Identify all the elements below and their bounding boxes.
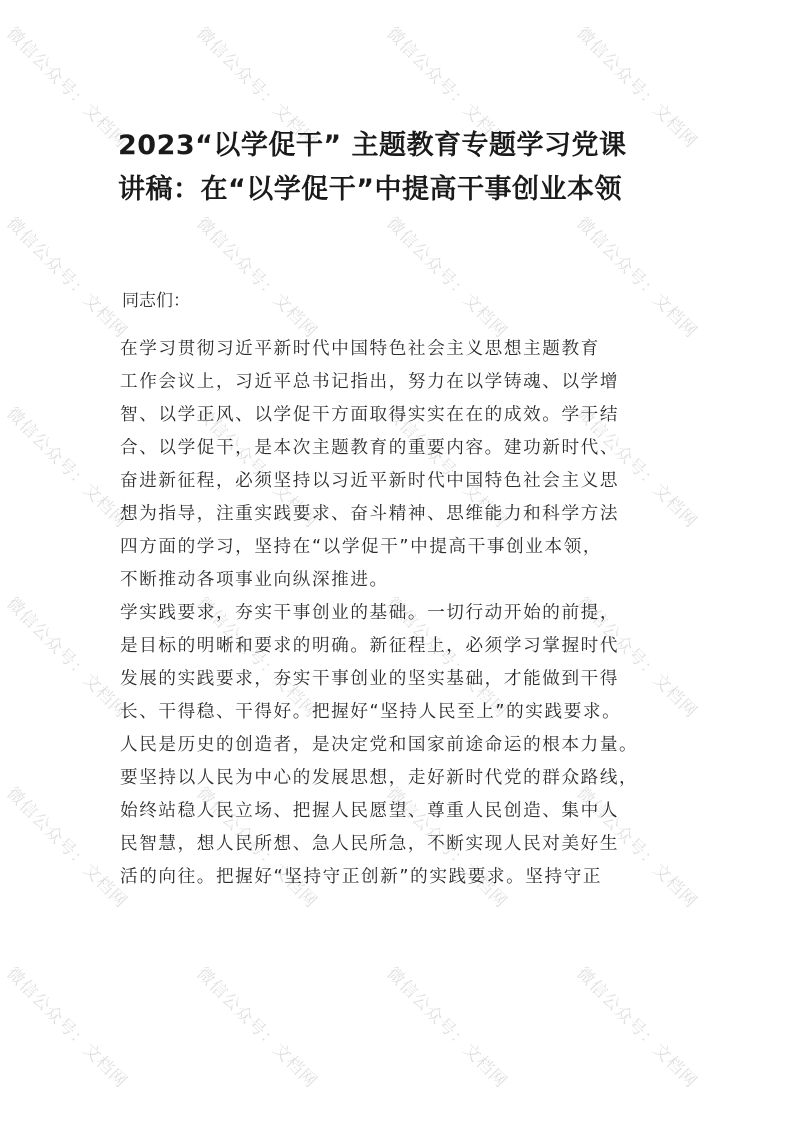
watermark-text: 微信公众号：文档网: [2, 213, 132, 343]
watermark-text: 微信公众号：文档网: [2, 963, 132, 1093]
watermark-text: 微信公众号：文档网: [382, 213, 512, 343]
body-line: 想为指导，注重实践要求、奋斗精神、思维能力和科学方法: [120, 504, 620, 524]
document-title: [118, 124, 678, 212]
watermark-text: 微信公众号：文档网: [572, 963, 702, 1093]
watermark-text: 微信公众号：文档网: [2, 23, 132, 153]
watermark-text: 微信公众号：文档网: [2, 783, 132, 913]
watermark-text: 微信公众号：文档网: [382, 593, 512, 723]
body-line: 民智慧，想人民所想、急人民所急，不断实现人民对美好生: [120, 834, 620, 854]
watermark-text: 微信公众号：文档网: [572, 403, 702, 533]
body-line: 是目标的明晰和要求的明确。新征程上，必须学习掌握时代: [120, 636, 620, 656]
body-line: 活的向往。把握好“坚持守正创新”的实践要求。坚持守正: [120, 867, 603, 887]
watermark-text: 微信公众号：文档网: [192, 963, 322, 1093]
body-line: 智、以学正风、以学促干方面取得实实在在的成效。学干结: [120, 405, 620, 425]
body-line: 发展的实践要求，夯实干事创业的坚实基础，才能做到干得: [120, 669, 620, 689]
body-line: 奋进新征程，必须坚持以习近平新时代中国特色社会主义思: [120, 471, 620, 491]
watermark-text: 微信公众号：文档网: [572, 23, 702, 153]
watermark-text: 微信公众号：文档网: [382, 963, 512, 1093]
watermark-text: 微信公众号：文档网: [192, 403, 322, 533]
body-line: 始终站稳人民立场、把握人民愿望、尊重人民创造、集中人: [120, 801, 620, 821]
body-line: 工作会议上，习近平总书记指出，努力在以学铸魂、以学增: [120, 372, 620, 392]
watermark-text: 微信公众号：文档网: [192, 783, 322, 913]
body-line: 不断推动各项事业向纵深推进。: [120, 570, 389, 590]
body-line: 人民是历史的创造者，是决定党和国家前途命运的根本力量。: [120, 735, 639, 755]
watermark-text: 微信公众号：文档网: [2, 403, 132, 533]
body-line: 要坚持以人民为中心的发展思想，走好新时代党的群众路线，: [120, 768, 639, 788]
watermark-text: 微信公众号：文档网: [572, 593, 702, 723]
body-line: 四方面的学习，坚持在“以学促干”中提高干事创业本领，: [120, 537, 603, 557]
body-line: 合、以学促干，是本次主题教育的重要内容。建功新时代、: [120, 438, 620, 458]
body-line: 在学习贯彻习近平新时代中国特色社会主义思想主题教育: [120, 339, 600, 359]
salutation: 同志们：: [122, 291, 190, 311]
watermark-text: 微信公众号：文档网: [572, 783, 702, 913]
watermark-text: 微信公众号：文档网: [382, 23, 512, 153]
watermark-text: 微信公众号：文档网: [192, 213, 322, 343]
title-line-2: 讲稿：在“以学促干”中提高干事创业本领: [118, 174, 622, 205]
watermark-text: 微信公众号：文档网: [192, 593, 322, 723]
title-line-1: 2023“以学促干” 主题教育专题学习党课: [118, 130, 627, 161]
watermark-text: 微信公众号：文档网: [382, 783, 512, 913]
body-line: 学实践要求，夯实干事创业的基础。一切行动开始的前提，: [120, 603, 620, 623]
watermark-text: 微信公众号：文档网: [192, 23, 322, 153]
body-line: 长、干得稳、干得好。把握好“坚持人民至上”的实践要求。: [120, 702, 622, 722]
watermark-text: 微信公众号：文档网: [2, 593, 132, 723]
watermark-text: 微信公众号：文档网: [382, 403, 512, 533]
watermark-text: 微信公众号：文档网: [572, 213, 702, 343]
